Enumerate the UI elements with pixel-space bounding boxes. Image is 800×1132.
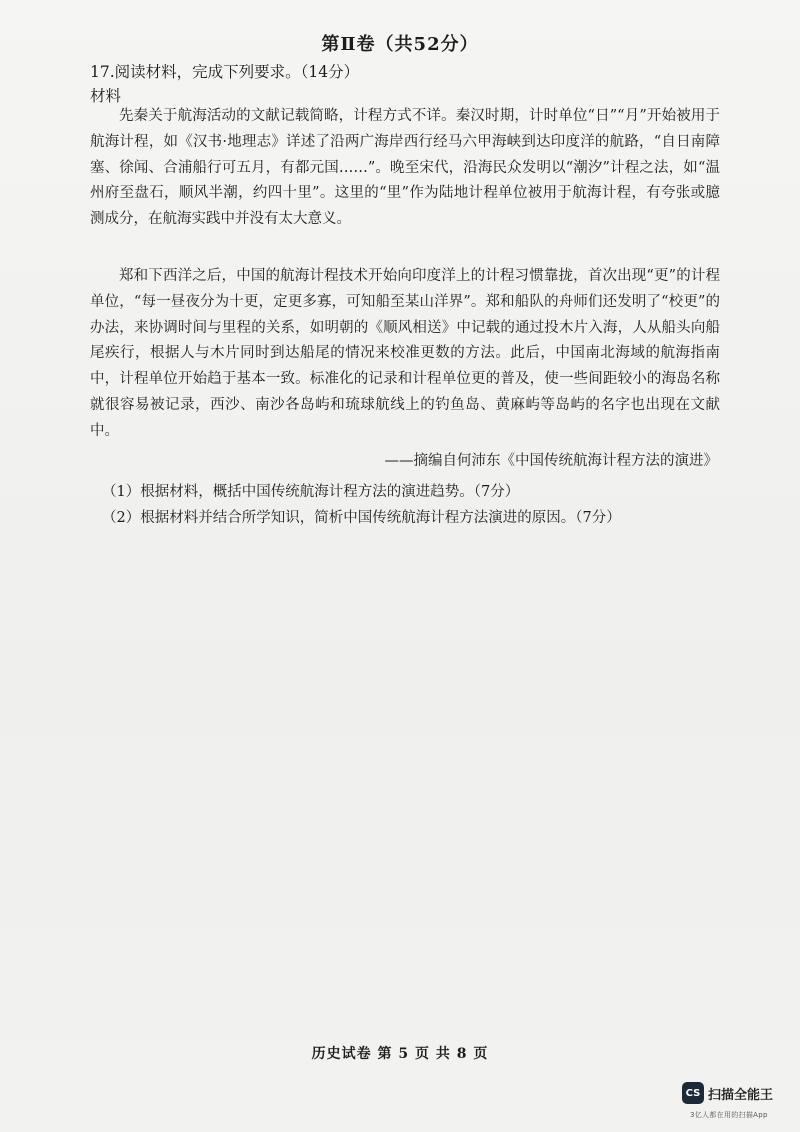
camscanner-watermark [682,1082,773,1104]
camscanner-tagline: 3亿人都在用的扫描App [690,1111,768,1119]
material-paragraph: 先秦关于航海活动的文献记载简略，计程方式不详。秦汉时期，计时单位“日”“月”开始被用于航海计程，如《汉书·地理志》详述了沿两广海岸西行经马六甲海峡到达印度洋的航路，“自日南障塞、徐闻、合浦船行可五月，有都元国……”。晚至宋代，沿海民众发明以“潮汐”计程之法，如“温州府至盘石，顺风半潮，约四十里”。这里的“里”作为陆地计程单位被用于航海计程，有夸张或臆测成分，在航海实践中并没有太大意义。 [90,108,720,228]
camscanner-logo-icon: CS [682,1082,704,1104]
camscanner-name: 扫描全能王 [708,1087,774,1103]
question-heading: 17.阅读材料，完成下列要求。（14分） [90,63,360,81]
sub-question-1: （1）根据材料，概括中国传统航海计程方法的演进趋势。（7分） [102,484,520,500]
page-footer: 历史试卷 第 5 页 共 8 页 [311,1046,489,1062]
sub-question-2: （2）根据材料并结合所学知识，简析中国传统航海计程方法演进的原因。（7分） [102,510,621,526]
material-label: 材料 [90,87,122,105]
source-citation: ——摘编自何沛东《中国传统航海计程方法的演进》 [384,453,718,469]
section-title: 第Ⅱ卷（共52分） [321,34,479,55]
material-paragraph: 郑和下西洋之后，中国的航海计程技术开始向印度洋上的计程习惯靠拢，首次出现“更”的计程单位，“每一昼夜分为十更，定更多寡，可知船至某山洋界”。郑和船队的舟师们还发明了“校更”的办法，来协调时间与里程的关系，如明朝的《顺风相送》中记载的通过投木片入海，人从船头向船尾疾行，根据人与木片同时到达船尾的情况来校准更数的方法。此后，中国南北海域的航海指南中，计程单位开始趋于基本一致。标准化的记录和计程单位更的普及，使一些间距较小的海岛名称就很容易被记录，西沙、南沙各岛屿和琉球航线上的钓鱼岛、黄麻屿等岛屿的名字也出现在文献中。 [90,268,720,439]
